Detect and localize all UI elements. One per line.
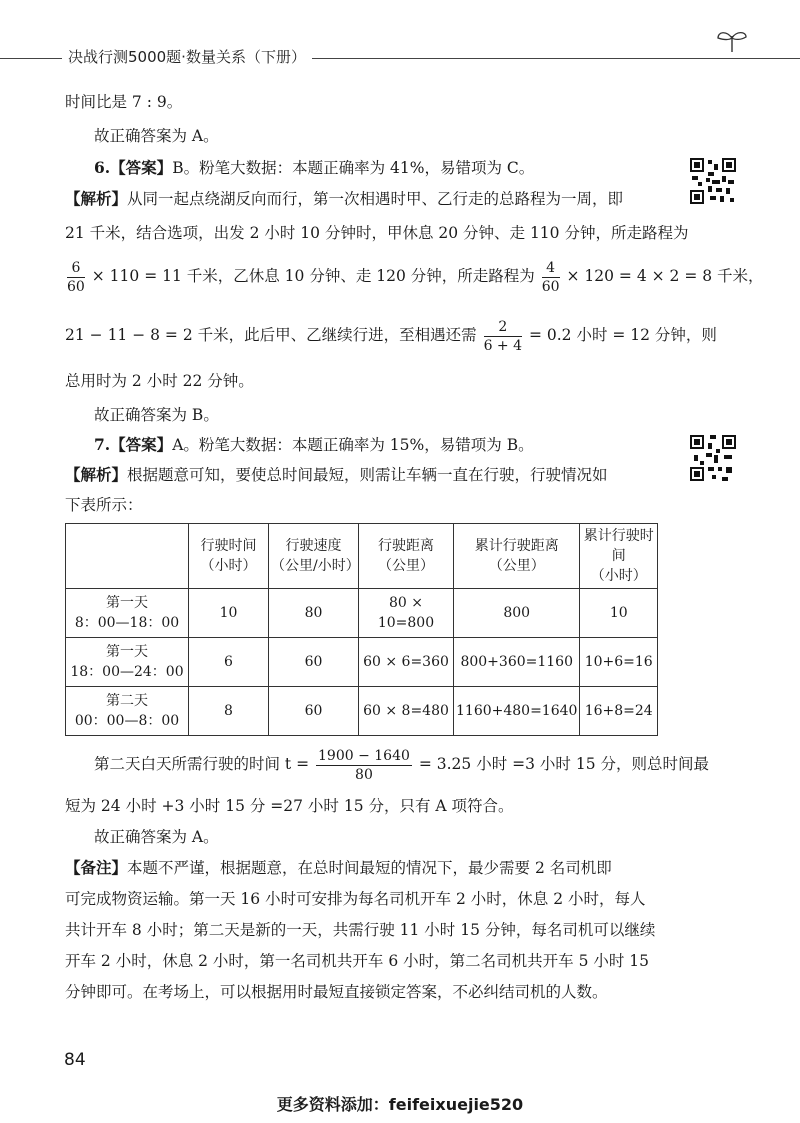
fraction-line — [94, 744, 709, 784]
text-segment: 第二天白天所需行驶的时间 t = — [94, 755, 310, 773]
table-cell: 800+360=1160 — [454, 638, 580, 687]
table-cell-period — [66, 687, 189, 736]
table-header-row — [66, 524, 658, 589]
table-cell: 60 × 8=480 — [359, 687, 454, 736]
table-cell: 60 — [269, 687, 359, 736]
text-segment: = 3.25 小时 =3 小时 15 分，则总时间最 — [418, 755, 709, 773]
fraction — [67, 259, 85, 296]
table-cell: 10 — [189, 589, 269, 638]
text-line: 开车 2 小时，休息 2 小时，第一名司机共开车 6 小时，第二名司机共开车 5 小时 15 — [65, 952, 650, 970]
qr-code-icon[interactable] — [688, 156, 738, 206]
header-label: 累计行驶时间 — [583, 528, 654, 564]
qr-code-icon[interactable] — [688, 433, 738, 483]
table-cell: 800 — [454, 589, 580, 638]
table-cell-period — [66, 638, 189, 687]
table-cell: 16+8=24 — [580, 687, 658, 736]
header-unit: （小时） — [200, 558, 257, 574]
answer-text: A。粉笔大数据：本题正确率为 15%，易错项为 B。 — [172, 436, 534, 454]
fraction — [542, 259, 560, 296]
text-segment: 21 − 11 − 8 = 2 千米，此后甲、乙继续行进，至相遇还需 — [65, 326, 477, 344]
table-header-cell — [189, 524, 269, 589]
header-unit: （公里） — [488, 558, 545, 574]
analysis-line — [65, 464, 608, 486]
table-header-cell — [580, 524, 658, 589]
note-text: 本题不严谨，根据题意，在总时间最短的情况下，最少需要 2 名司机即 — [127, 859, 612, 877]
table-cell: 10+6=16 — [580, 638, 658, 687]
text-line: 时间比是 7 : 9。 — [65, 93, 183, 111]
fraction-line — [65, 317, 717, 355]
header-unit: （公里/小时） — [271, 558, 360, 574]
page-number: 84 — [64, 1050, 86, 1070]
table-cell: 8 — [189, 687, 269, 736]
question-6-answer — [94, 157, 534, 179]
text-line: 总用时为 2 小时 22 分钟。 — [65, 372, 254, 390]
answer-text: B。粉笔大数据：本题正确率为 41%，易错项为 C。 — [172, 159, 535, 177]
table-cell: 10 — [580, 589, 658, 638]
note-label: 【备注】 — [65, 858, 128, 877]
text-segment: × 120 = 4 × 2 = 8 千米， — [566, 267, 764, 285]
text-line: 可完成物资运输。第一天 16 小时可安排为每名司机开车 2 小时，休息 2 小时，每人 — [65, 890, 646, 908]
fraction-line — [65, 258, 764, 296]
table-cell: 60 — [269, 638, 359, 687]
header-label: 行驶距离 — [378, 538, 434, 554]
fraction — [316, 747, 412, 784]
header-label: 行驶时间 — [200, 538, 257, 554]
sprout-icon — [714, 28, 750, 54]
numerator: 2 — [484, 318, 522, 337]
table-header-cell — [359, 524, 454, 589]
header-label: 累计行驶距离 — [474, 538, 559, 554]
running-header-title: 决战行测5000题·数量关系（下册） — [62, 46, 312, 67]
time-range: 8：00—18：00 — [74, 615, 180, 631]
text-line: 共计开车 8 小时；第二天是新的一天，共需行驶 11 小时 15 分钟，每名司机可以继续 — [65, 921, 656, 939]
table-row — [66, 638, 658, 687]
question-7-answer — [94, 434, 534, 456]
denominator: 60 — [541, 278, 560, 295]
answer-line: 故正确答案为 A。 — [94, 828, 219, 846]
table-header-cell — [66, 524, 189, 589]
table-row — [66, 687, 658, 736]
analysis-label: 【解析】 — [65, 189, 128, 208]
time-range: 18：00—24：00 — [70, 664, 184, 680]
fraction — [484, 318, 522, 355]
table-cell: 6 — [189, 638, 269, 687]
table-cell: 60 × 6=360 — [359, 638, 454, 687]
answer-line: 故正确答案为 A。 — [94, 127, 219, 145]
numerator: 6 — [67, 259, 85, 278]
table-header-cell — [269, 524, 359, 589]
analysis-text: 从同一起点绕湖反向而行，第一次相遇时甲、乙行走的总路程为一周，即 — [127, 190, 624, 208]
denominator: 60 — [67, 278, 85, 295]
header-unit: （小时） — [590, 568, 647, 584]
analysis-line — [65, 188, 623, 210]
text-segment: × 110 = 11 千米，乙休息 10 分钟、走 120 分钟，所走路程为 — [91, 267, 535, 285]
footer-contact: 更多资料添加：feifeixuejie520 — [276, 1095, 524, 1114]
note-line — [65, 857, 612, 879]
table-cell-period — [66, 589, 189, 638]
denominator: 6 + 4 — [483, 337, 523, 354]
numerator: 1900 − 1640 — [318, 747, 410, 764]
denominator: 80 — [355, 766, 373, 783]
day-label: 第一天 — [106, 595, 148, 611]
analysis-text: 根据题意可知，要使总时间最短，则需让车辆一直在行驶，行驶情况如 — [127, 466, 608, 484]
table-cell: 80 — [269, 589, 359, 638]
time-range: 00：00—8：00 — [74, 713, 180, 729]
day-label: 第一天 — [106, 644, 148, 660]
text-line: 下表所示： — [65, 496, 143, 514]
table-cell: 80 × 10=800 — [359, 589, 454, 638]
numerator: 4 — [542, 259, 560, 278]
text-segment: = 0.2 小时 = 12 分钟，则 — [528, 326, 717, 344]
table-header-cell — [454, 524, 580, 589]
table-cell: 1160+480=1640 — [454, 687, 580, 736]
header-label: 行驶速度 — [285, 538, 342, 554]
answer-label: 6.【答案】 — [94, 158, 173, 177]
text-line: 分钟即可。在考场上，可以根据用时最短直接锁定答案，不必纠结司机的人数。 — [65, 983, 608, 1001]
header-unit: （公里） — [378, 558, 434, 574]
day-label: 第二天 — [106, 693, 148, 709]
answer-label: 7.【答案】 — [94, 435, 173, 454]
analysis-label: 【解析】 — [65, 465, 128, 484]
driving-schedule-table — [65, 523, 658, 736]
text-line: 短为 24 小时 +3 小时 15 分 =27 小时 15 分，只有 A 项符合。 — [65, 797, 514, 815]
text-line: 21 千米，结合选项，出发 2 小时 10 分钟时，甲休息 20 分钟、走 110 分钟，所走路程为 — [65, 224, 689, 242]
table-row — [66, 589, 658, 638]
answer-line: 故正确答案为 B。 — [94, 406, 219, 424]
